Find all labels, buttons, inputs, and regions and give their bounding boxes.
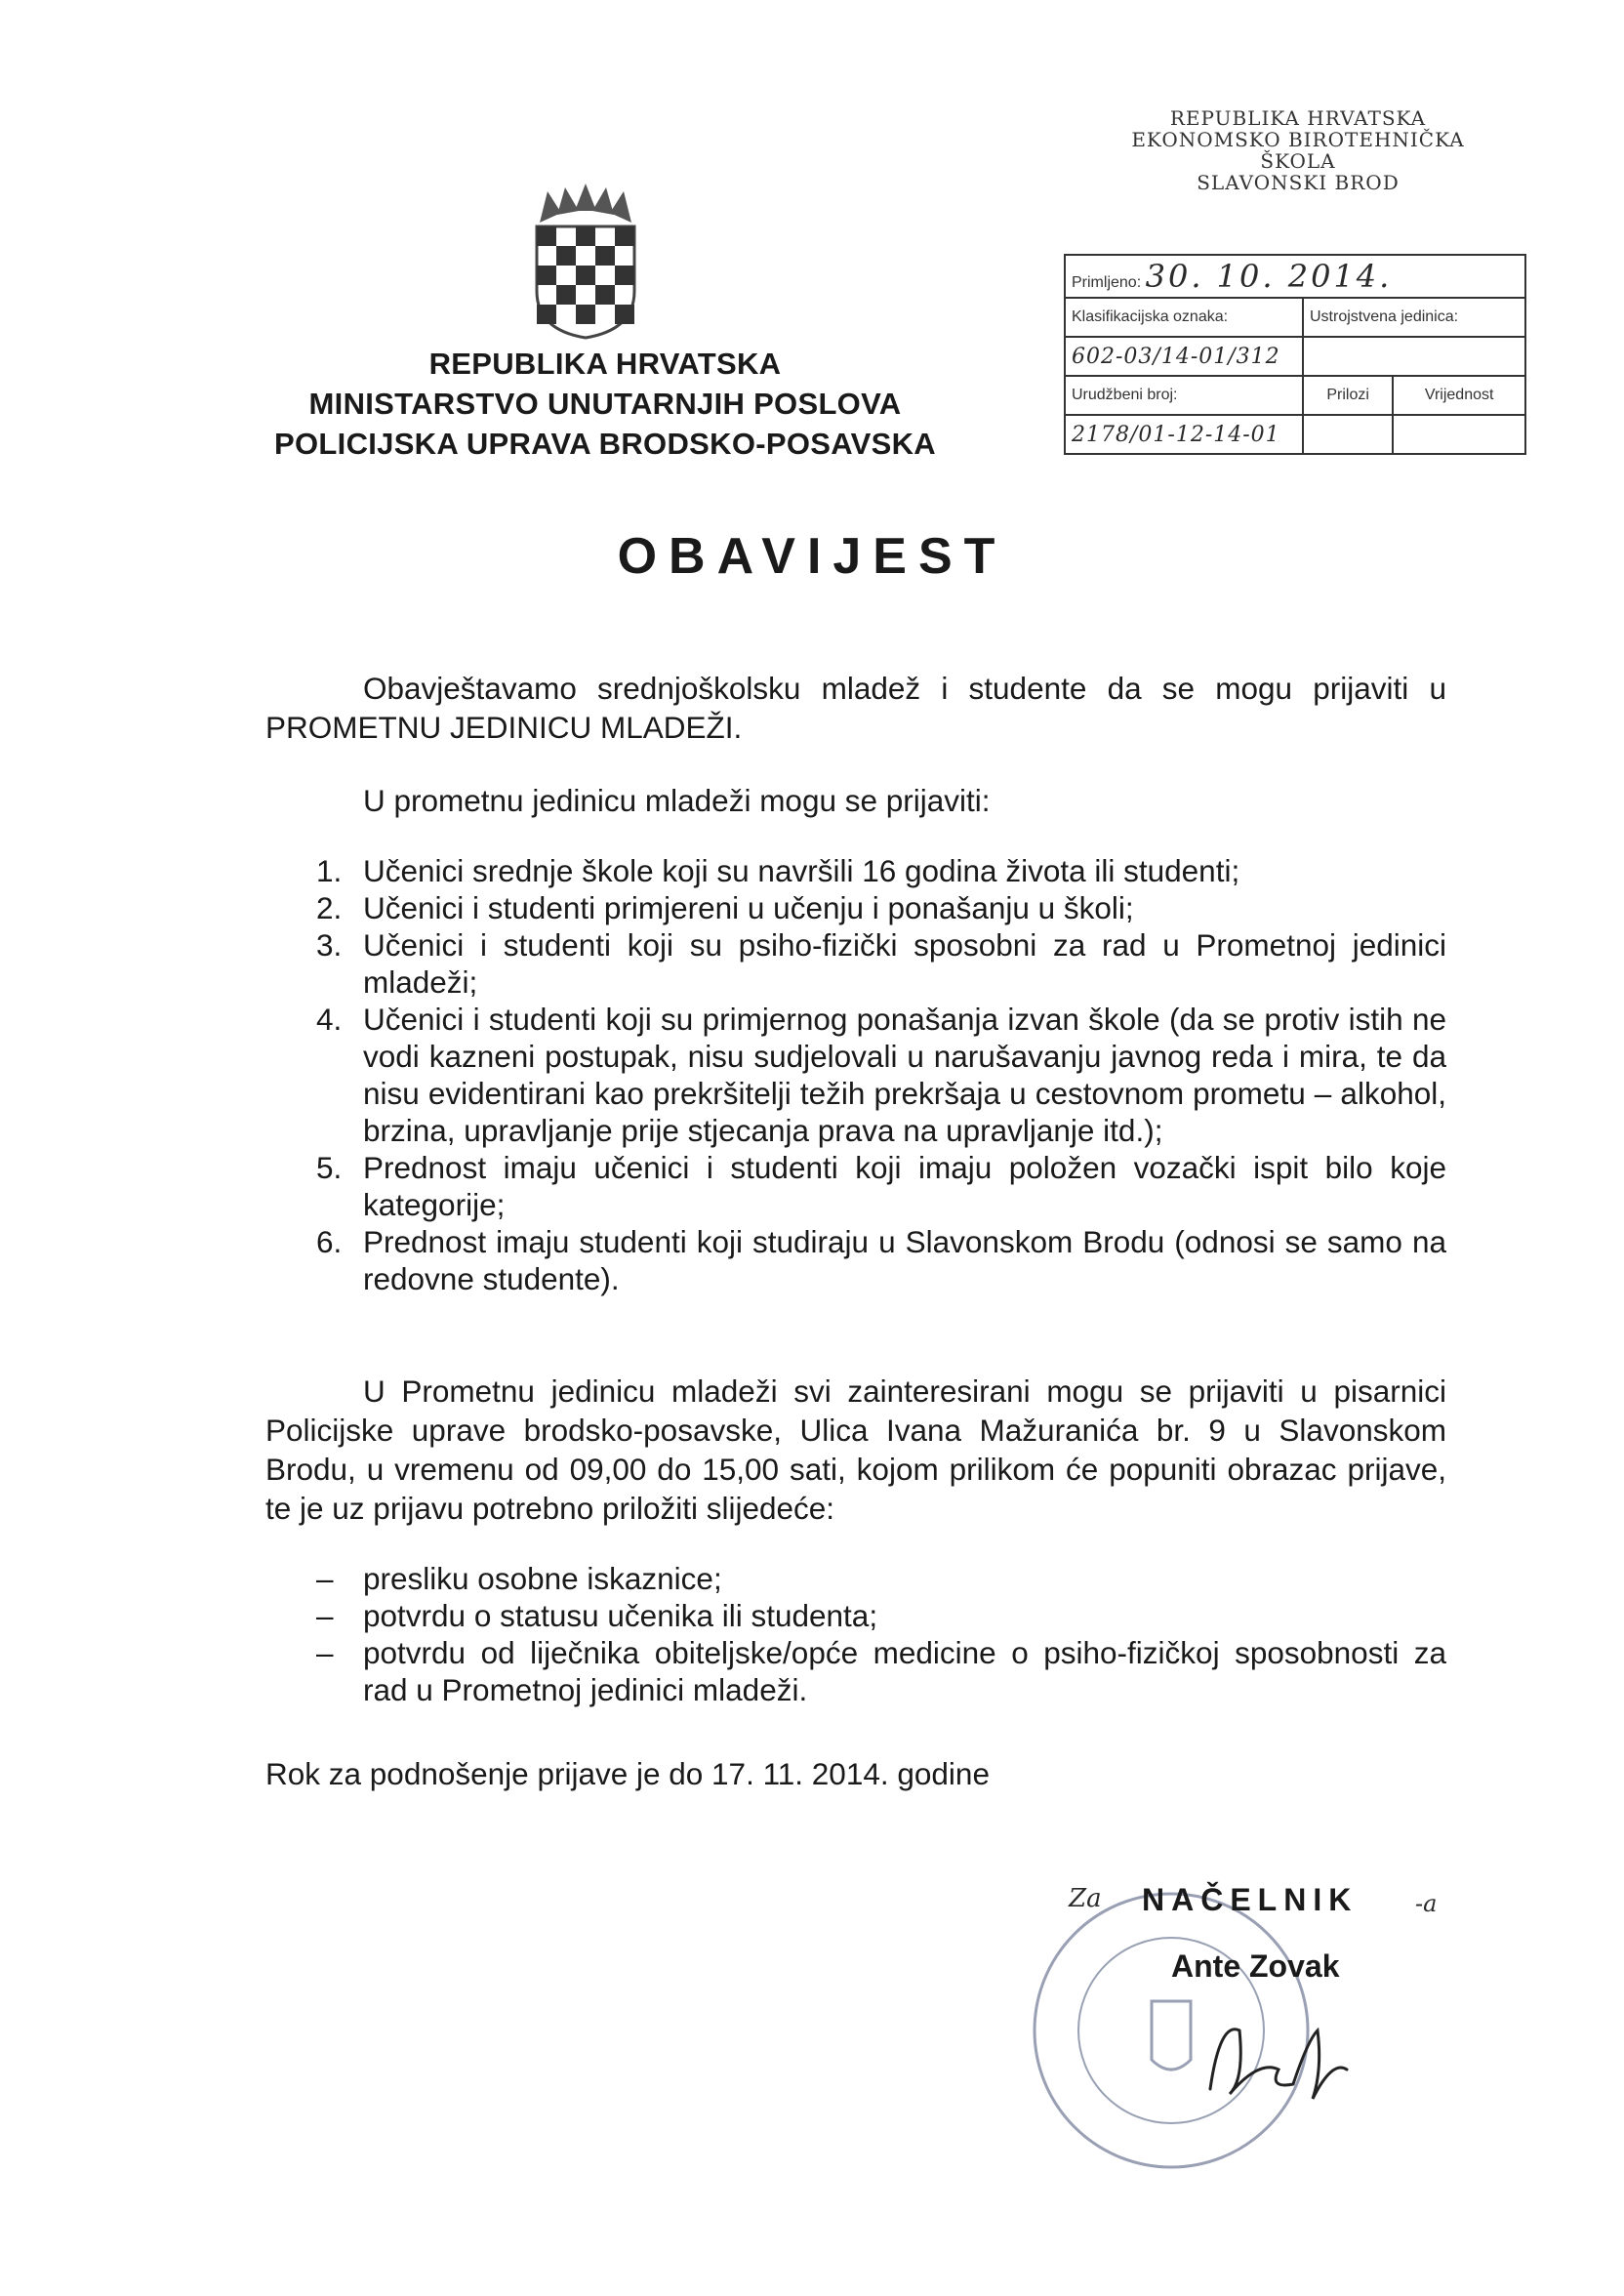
list-item <box>265 1634 1446 1708</box>
signatory-title-suffix: -a <box>1415 1890 1438 1917</box>
intro-paragraph: Obavještavamo srednjoškolsku mladež i studente da se mogu prijaviti u PROMETNU JEDINICU MLADEŽI. <box>265 671 1446 745</box>
reg-number-value-cell <box>1065 415 1303 454</box>
reg-number-label-cell <box>1065 376 1303 415</box>
attachments-label-cell <box>1303 376 1393 415</box>
signature-prefix: Za <box>1069 1884 1102 1913</box>
list-item <box>265 1001 1446 1149</box>
classification-value-cell <box>1065 337 1303 376</box>
stamp-line-4: SLAVONSKI BROD <box>1197 171 1400 194</box>
unit-value-cell <box>1303 337 1525 376</box>
received-label: Primljeno: <box>1072 274 1142 291</box>
value-value-cell <box>1393 415 1525 454</box>
coat-of-arms-icon <box>532 184 639 340</box>
list-item-number: 1. <box>316 853 343 888</box>
list-item-number: 2. <box>316 890 343 925</box>
list-item-number: 4. <box>316 1002 343 1037</box>
handwritten-signature-icon <box>1200 2001 1357 2109</box>
classification-label-cell <box>1065 298 1303 337</box>
issuer-line-1: REPUBLIKA HRVATSKA <box>428 347 782 381</box>
value-label: Vrijednost <box>1424 387 1494 403</box>
reg-number-label: Urudžbeni broj: <box>1072 387 1178 403</box>
list-item <box>265 1149 1446 1223</box>
list-item-text: Prednost imaju učenici i studenti koji imaju položen vozački ispit bilo koje kategorije; <box>363 1150 1446 1222</box>
list-item-text: potvrdu o statusu učenika ili studenta; <box>363 1598 878 1633</box>
stamp-line-1: REPUBLIKA HRVATSKA <box>1169 106 1427 130</box>
list-item-text: Učenici i studenti primjereni u učenju i ponašanju u školi; <box>363 890 1134 925</box>
document-title: OBAVIJEST <box>617 528 1007 585</box>
list-item-text: Učenici srednje škole koji su navršili 16 godina života ili studenti; <box>363 853 1240 888</box>
issuer-header <box>234 344 976 464</box>
documents-list <box>265 1560 1446 1708</box>
received-stamp-header <box>1064 107 1532 193</box>
unit-label-cell <box>1303 298 1525 337</box>
classification-label: Klasifikacijska oznaka: <box>1072 308 1229 325</box>
conditions-list <box>265 852 1446 1297</box>
received-stamp-table <box>1064 254 1526 455</box>
unit-label: Ustrojstvena jedinica: <box>1310 308 1459 325</box>
list-item-text: Prednost imaju studenti koji studiraju u Slavonskom Brodu (odnosi se samo na redovne studente). <box>363 1224 1446 1296</box>
list-intro: U prometnu jedinicu mladeži mogu se prijaviti: <box>363 783 991 818</box>
list-item <box>265 1560 1446 1597</box>
attachments-value-cell <box>1303 415 1393 454</box>
issuer-line-2: MINISTARSTVO UNUTARNJIH POSLOVA <box>308 387 902 421</box>
signatory-title: NAČELNIK <box>1142 1882 1359 1917</box>
stamp-line-2: EKONOMSKO BIROTEHNIČKA <box>1131 128 1465 151</box>
issuer-line-3: POLICIJSKA UPRAVA BRODSKO-POSAVSKA <box>274 427 936 461</box>
application-info-paragraph: U Prometnu jedinicu mladeži svi zainteresirani mogu se prijaviti u pisarnici Policijske uprave brodsko-posavske, Ulica Ivana Mažuranića br. 9 u Slavonskom Brodu, u vremenu od 09,00 do 15,00 sati, kojom prilikom će popuniti obrazac prijave, te je uz prijavu potrebno priložiti slijedeće: <box>265 1374 1446 1526</box>
stamp-line-3: ŠKOLA <box>1260 149 1336 173</box>
list-item <box>265 1223 1446 1297</box>
list-item-number: 3. <box>316 927 343 963</box>
list-item <box>265 889 1446 926</box>
list-item-number: 5. <box>316 1150 343 1185</box>
list-item <box>265 926 1446 1001</box>
list-item-text: Učenici i studenti koji su psiho-fizički sposobni za rad u Prometnoj jedinici mladeži; <box>363 927 1446 1000</box>
list-item-dash: – <box>316 1598 334 1633</box>
list-item-dash: – <box>316 1561 334 1596</box>
reg-number-value: 2178/01-12-14-01 <box>1072 422 1280 447</box>
list-item-number: 6. <box>316 1224 343 1259</box>
list-item-dash: – <box>316 1635 334 1670</box>
received-value: 30. 10. 2014. <box>1145 258 1393 295</box>
list-item <box>265 852 1446 889</box>
signatory-name: Ante Zovak <box>1171 1948 1340 1984</box>
list-item-text: Učenici i studenti koji su primjernog ponašanja izvan škole (da se protiv istih ne vodi kazneni postupak, nisu sudjelovali u narušavanju javnog reda i mira, te da nisu evidentirani kao prekršitelji težih prekršaja u cestovnom prometu – alkohol, brzina, upravljanje prije stjecanja prava na upravljanje itd.); <box>363 1002 1446 1148</box>
deadline-paragraph: Rok za podnošenje prijave je do 17. 11. 2014. godine <box>265 1756 990 1791</box>
list-item <box>265 1597 1446 1634</box>
value-label-cell <box>1393 376 1525 415</box>
received-row <box>1065 255 1525 298</box>
classification-value: 602-03/14-01/312 <box>1072 344 1280 369</box>
attachments-label: Prilozi <box>1326 387 1369 403</box>
list-item-text: potvrdu od liječnika obiteljske/opće medicine o psiho-fizičkoj sposobnosti za rad u Prometnoj jedinici mladeži. <box>363 1635 1446 1707</box>
list-item-text: presliku osobne iskaznice; <box>363 1561 722 1596</box>
